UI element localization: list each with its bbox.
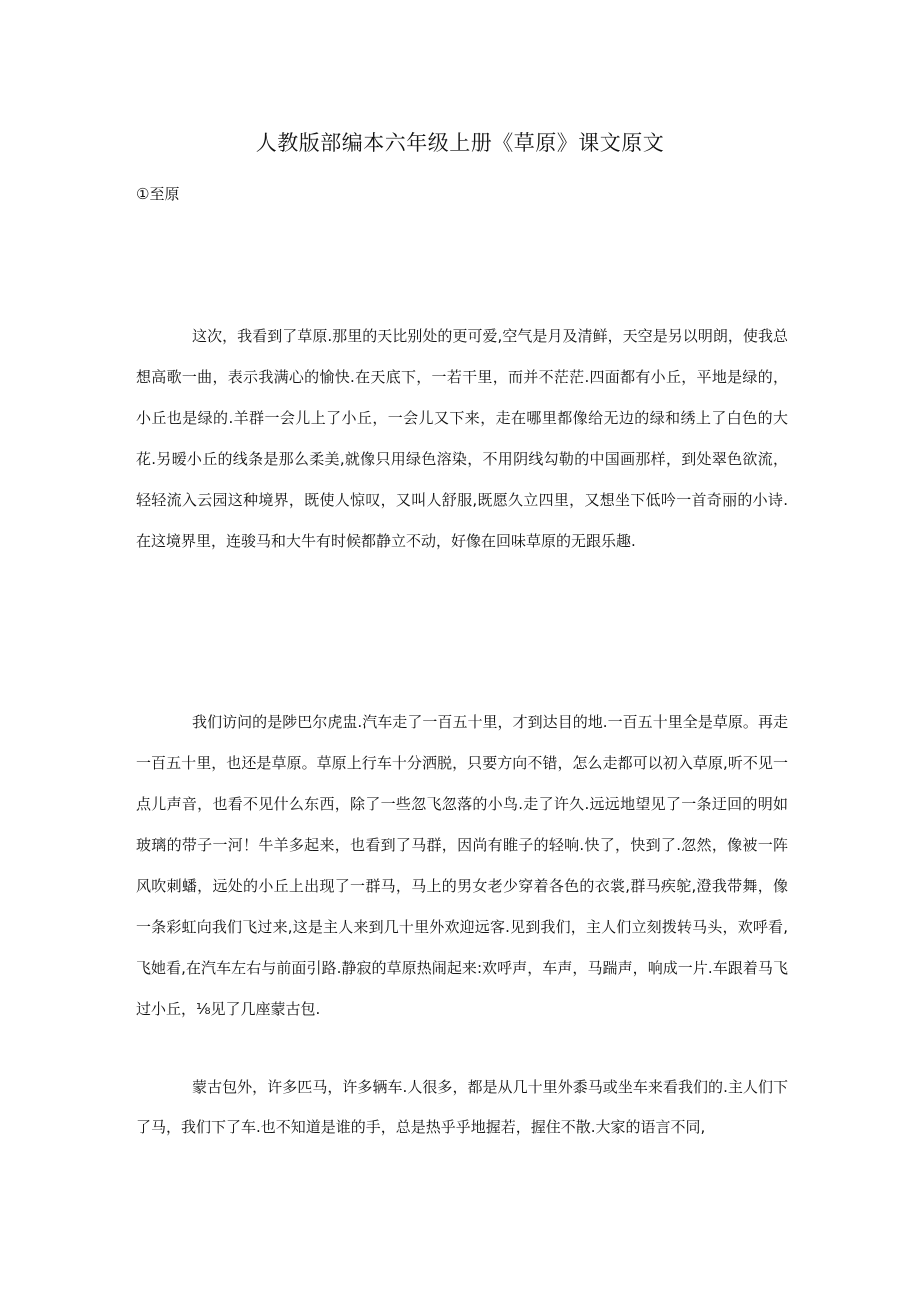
paragraph-2-text: 我们访问的是陟巴尔虎盅.汽车走了一百五十里，才到达目的地.一百五十里全是草原。再走一百五十里，也还是草原。草原上行车十分洒脱，只要方向不错，怎么走都可以初入草原,听不见一点儿声音，也看不见什么东西，除了一些忽飞忽落的小鸟.走了许久.远远地望见了一条迂回的明如玻璃的带子一河！牛羊多起来，也看到了马群，因尚有睢子的轻响.快了，快到了.忽然，像被一阵风吹刺蟠，远处的小丘上出现了一群马，马上的男女老少穿着各色的衣裳,群马疾鸵,澄我带舞，像一条彩虹向我们飞过来,这是主人来到几十里外欢迎远客.见到我们，主人们立刻拨转马头，欢呼看,飞她看,在汽车左右与前面引路.静寂的草原热闹起来:欢呼声，车声，马踹声，响成一片.车跟着马飞过小丘，⅛见了几座蒙古包. [136, 713, 788, 1018]
paragraph-1-text: 这次，我看到了草原.那里的天比别处的更可爱,空气是月及清鲜，天空是另以明朗，使我总想高歌一曲，表示我满心的愉快.在天底下，一若干里，而并不茫茫.四面都有小丘，平地是绿的，小丘也是绿的.羊群一会儿上了小丘，一会儿又下来，走在哪里都像给无边的绿和绣上了白色的大花.另暧小丘的线条是那么柔美,就像只用绿色溶染，不用阴线勾勒的中国画那样，到处翠色欲流，轻轻流入云园这种境界，既使人惊叹，又叫人舒服,既愿久立四里，又想坐下低吟一首奇丽的小诗.在这境界里，连骏马和大牛有时候都静立不动，好像在回味草原的无跟乐趣. [136, 327, 788, 550]
page-title: 人教版部编本六年级上册《草原》课文原文 [255, 131, 665, 155]
paragraph-1 [136, 316, 788, 562]
section-subtitle: ①至原 [136, 185, 180, 203]
paragraph-2 [136, 702, 788, 1030]
paragraph-3-text: 蒙古包外，许多匹马，许多辆车.人很多，都是从几十里外黍马或坐车来看我们的.主人们下了马，我们下了车.也不知道是谁的手，总是热乎乎地握若，握住不散.大家的语言不同, [136, 1078, 788, 1136]
paragraph-3 [136, 1067, 788, 1147]
